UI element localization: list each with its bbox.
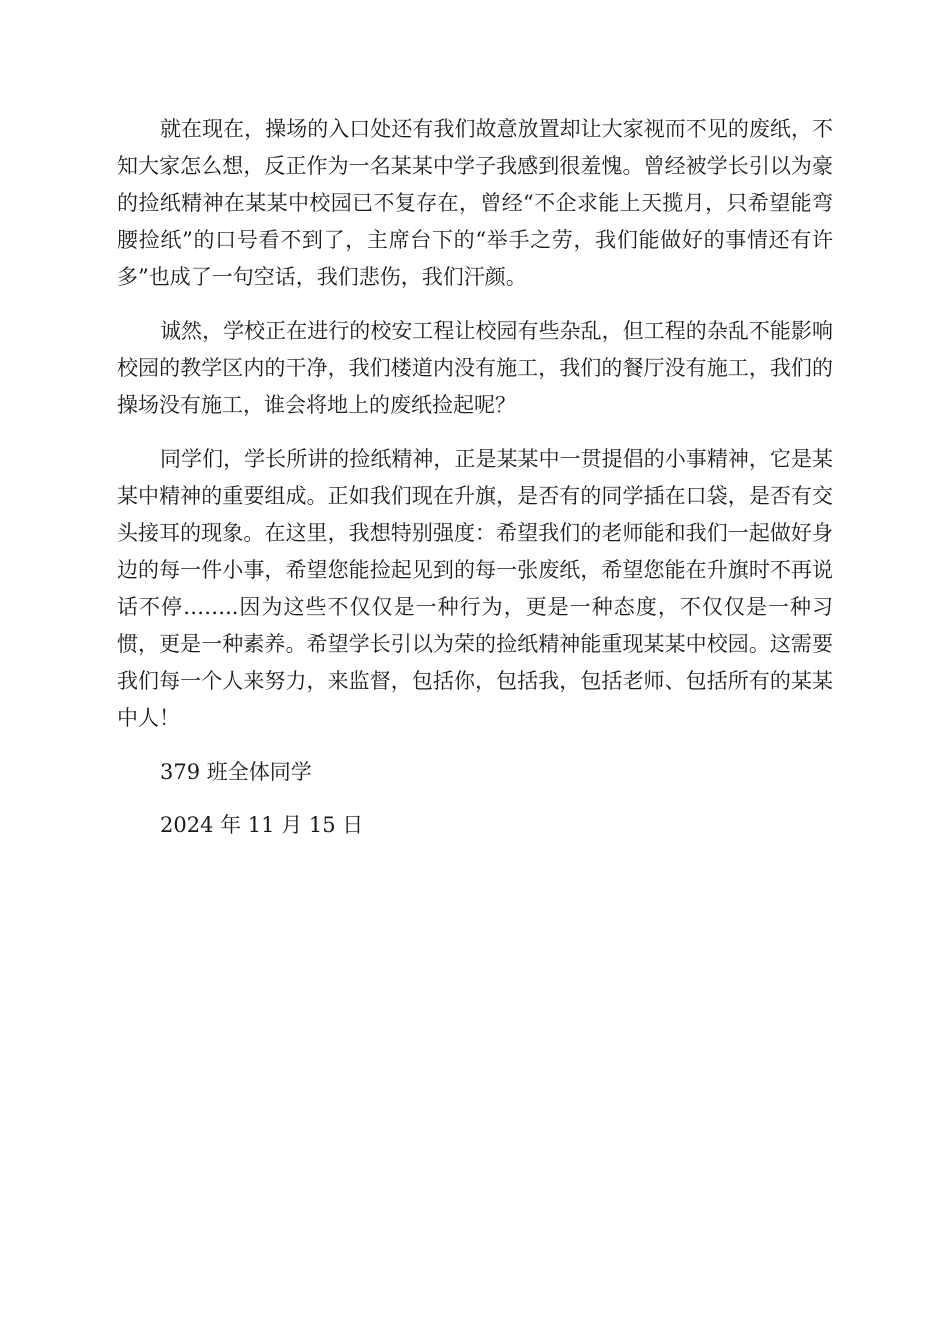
paragraph-3: 同学们，学长所讲的捡纸精神，正是某某中一贯提倡的小事精神，它是某某中精神的重要组成。正如我们现在升旗，是否有的同学插在口袋，是否有交头接耳的现象。在这里，我想特别强度：希望我们的老师能和我们一起做好身边的每一件小事，希望您能捡起见到的每一张废纸，希望您能在升旗时不再说话不停……..因为这些不仅仅是一种行为，更是一种态度，不仅仅是一种习惯，更是一种素养。希望学长引以为荣的捡纸精神能重现某某中校园。这需要我们每一个人来努力，来监督，包括你，包括我，包括老师、包括所有的某某中人！ [117,447,833,730]
paragraph-1: 就在现在，操场的入口处还有我们故意放置却让大家视而不见的废纸，不知大家怎么想，反正作为一名某某中学子我感到很羞愧。曾经被学长引以为豪的捡纸精神在某某中校园已不复存在，曾经“不企求能上天揽月，只希望能弯腰捡纸”的口号看不到了，主席台下的“举手之劳，我们能做好的事情还有许多”也成了一句空话，我们悲伤，我们汗颜。 [117,117,833,289]
document-body [117,111,833,860]
signature: 379 班全体同学 [160,760,312,784]
paragraph-2: 诚然，学校正在进行的校安工程让校园有些杂乱，但工程的杂乱不能影响校园的教学区内的干净，我们楼道内没有施工，我们的餐厅没有施工，我们的操场没有施工，谁会将地上的废纸捡起呢？ [117,319,833,417]
date: 2024 年 11 月 15 日 [160,813,364,837]
